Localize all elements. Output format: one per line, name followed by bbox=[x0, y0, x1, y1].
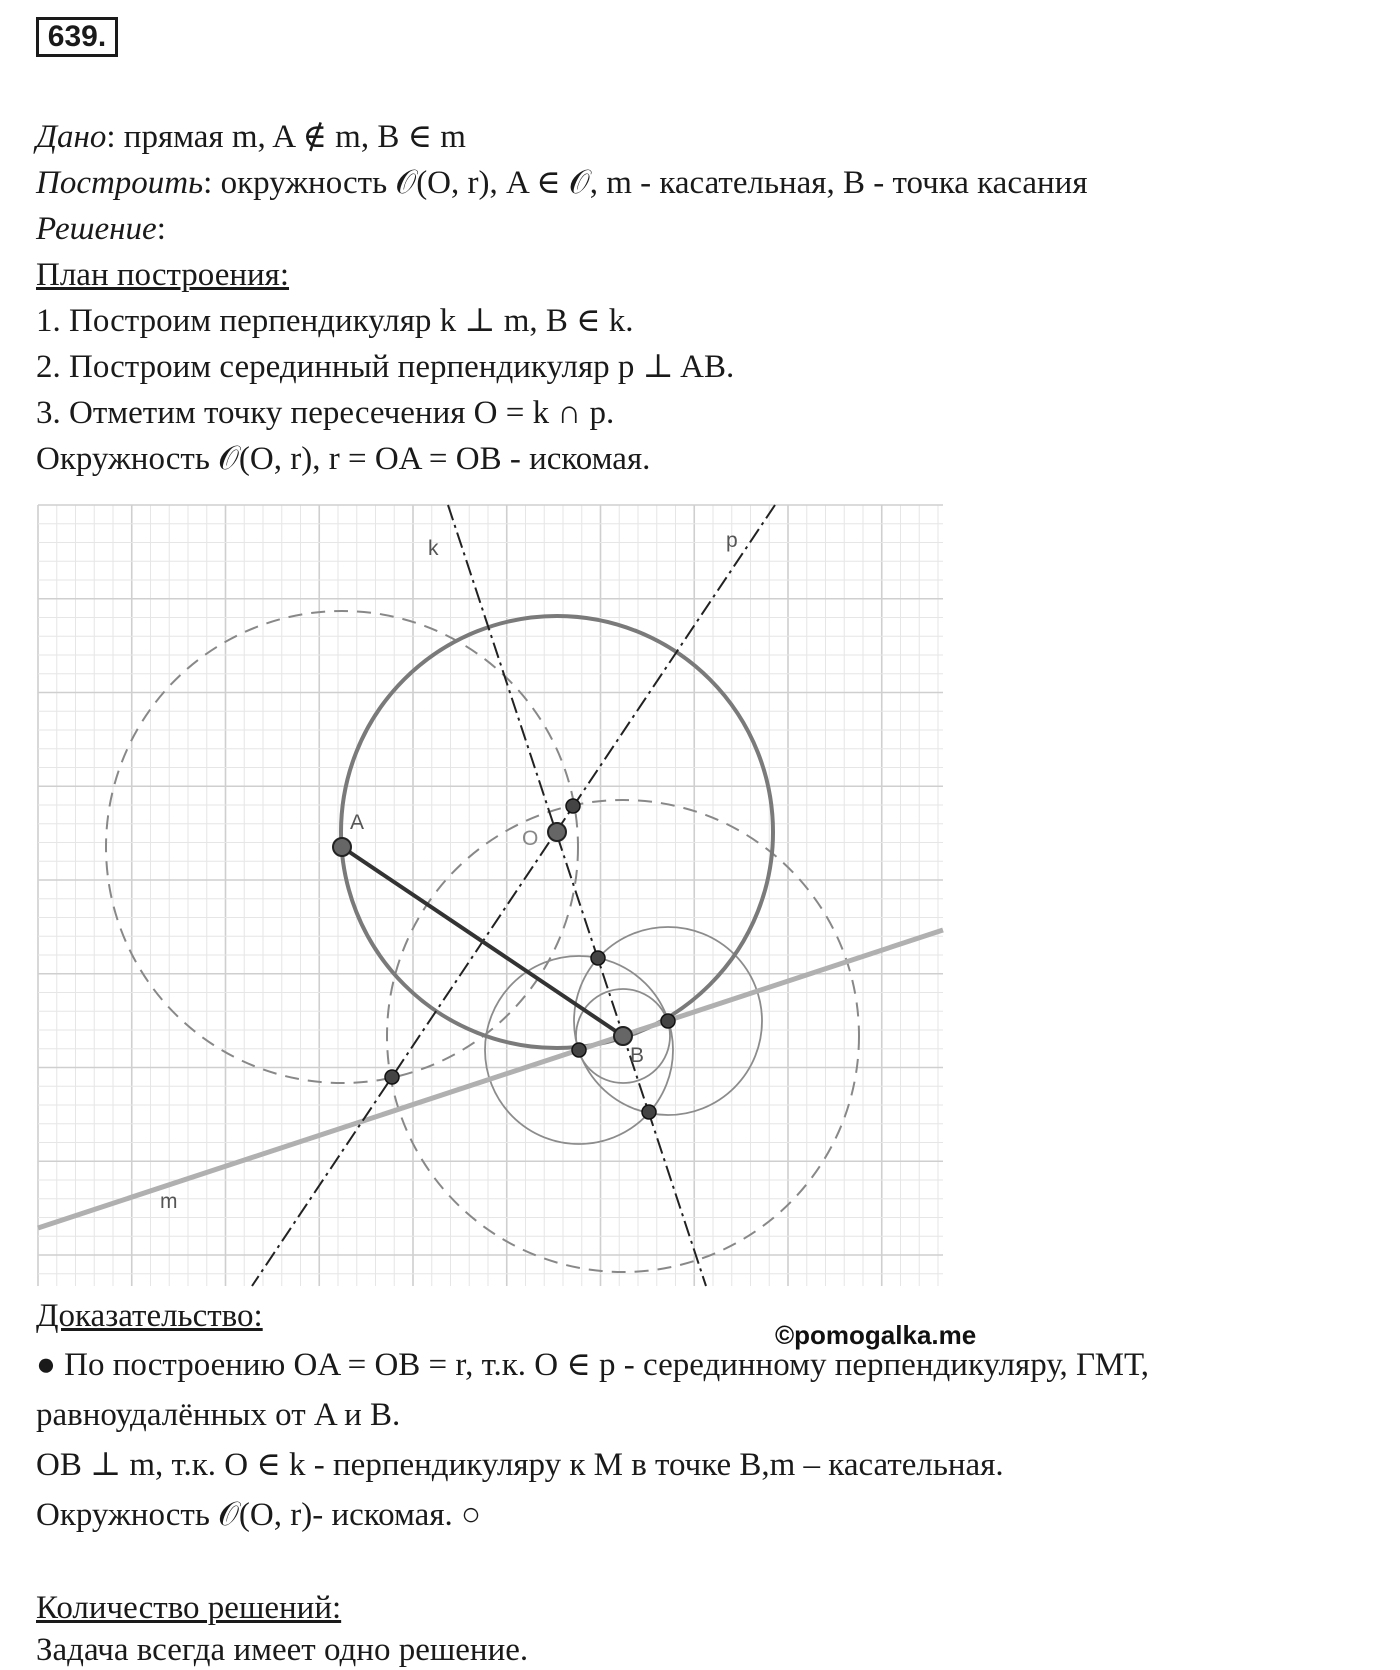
proof-line-4: Окружность 𝒪(O, r)- искомая. ○ bbox=[36, 1497, 481, 1533]
line-k bbox=[448, 505, 706, 1286]
grid bbox=[38, 505, 943, 1286]
label-b: B bbox=[630, 1044, 645, 1067]
solution-label: Решение bbox=[36, 211, 157, 247]
solution-colon: : bbox=[156, 211, 166, 247]
given-label: Дано bbox=[36, 119, 107, 155]
point-k-bottom bbox=[642, 1105, 656, 1119]
label-a: A bbox=[350, 811, 365, 834]
given-text: : прямая m, A ∉ m, B ∈ m bbox=[106, 119, 466, 155]
watermark: ©pomogalka.me bbox=[775, 1320, 977, 1350]
point-a bbox=[333, 838, 351, 856]
point-m-left bbox=[572, 1043, 586, 1057]
plan-step-1: 1. Построим перпендикуляр k ⊥ m, B ∈ k. bbox=[36, 303, 634, 339]
proof-line-3: OB ⊥ m, т.к. O ∈ k - перпендикуляру к M в точке B,m – касательная. bbox=[36, 1447, 1004, 1483]
label-o: O bbox=[522, 827, 539, 850]
plan-result: Окружность 𝒪(O, r), r = OA = OB - искомая. bbox=[36, 441, 651, 477]
proof-line-2: равноудалённых от A и B. bbox=[36, 1397, 401, 1433]
point-p-top bbox=[566, 799, 580, 813]
proof-line-1: ● По построению OA = OB = r, т.к. O ∈ p - серединному перпендикуляру, ГМТ, bbox=[36, 1347, 1150, 1383]
point-k-top bbox=[591, 951, 605, 965]
label-k: k bbox=[428, 537, 439, 560]
solutions-count-text: Задача всегда имеет одно решение. bbox=[36, 1632, 529, 1668]
label-m: m bbox=[160, 1190, 178, 1213]
construct-text: : окружность 𝒪(O, r), A ∈ 𝒪, m - касательная, B - точка касания bbox=[203, 165, 1088, 201]
point-b bbox=[614, 1027, 632, 1045]
plan-heading: План построения: bbox=[36, 257, 290, 293]
proof-heading: Доказательство: bbox=[36, 1298, 263, 1334]
point-m-right bbox=[661, 1014, 675, 1028]
point-o bbox=[548, 823, 566, 841]
construct-label: Построить bbox=[36, 165, 204, 201]
solutions-count-heading: Количество решений: bbox=[36, 1590, 342, 1626]
label-p: p bbox=[726, 529, 738, 552]
segment-ab bbox=[342, 847, 623, 1036]
plan-step-3: 3. Отметим точку пересечения O = k ∩ p. bbox=[36, 395, 615, 431]
problem-number: 639. bbox=[36, 17, 118, 57]
plan-step-2: 2. Построим серединный перпендикуляр p ⊥ AB. bbox=[36, 349, 735, 385]
point-p-bottom bbox=[385, 1070, 399, 1084]
